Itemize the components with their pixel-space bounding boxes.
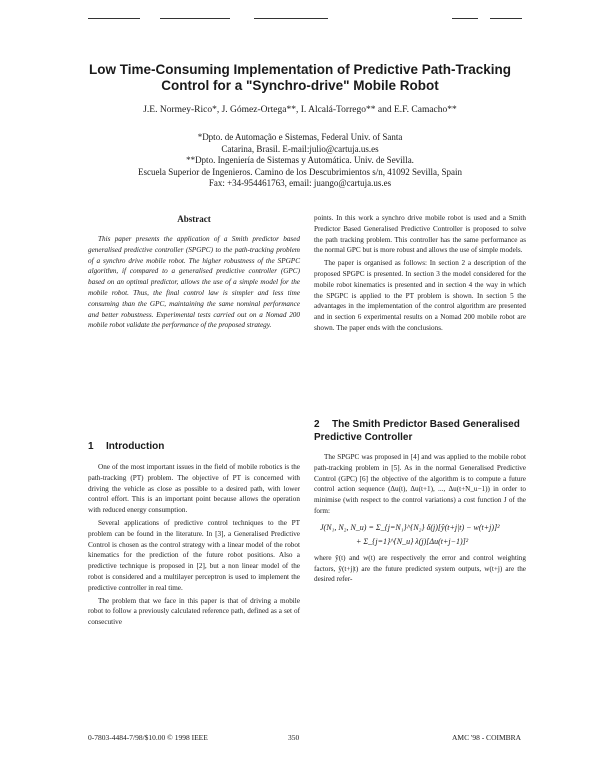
cost-function-equation xyxy=(320,521,526,549)
equation-line: J(N₁, N₂, N_u) = Σ_{j=N₁}^{N₂} δ(j)[ŷ(t+j|t) − w(t+j)]² xyxy=(320,522,500,532)
header-rule-1 xyxy=(88,18,140,19)
body-paragraph: The problem that we face in this paper is that of driving a mobile robot to follow a previously calculated reference path, defined as a set of consecutive xyxy=(88,596,300,627)
introduction-body xyxy=(88,462,300,630)
page-number: 350 xyxy=(288,733,300,742)
header-rule-3 xyxy=(254,18,328,19)
right-column-body xyxy=(314,213,526,336)
equation-line: + Σ_{j=1}^{N_u} λ(j)[Δu(t+j−1)]² xyxy=(356,536,469,546)
section-2-heading xyxy=(314,418,526,444)
section-2-body xyxy=(314,452,526,587)
abstract-heading: Abstract xyxy=(177,214,211,224)
copyright-notice: 0-7803-4484-7/98/$10.00 © 1998 IEEE xyxy=(88,733,208,742)
section-number: 1 xyxy=(88,441,94,452)
section-1-heading xyxy=(88,440,164,453)
body-paragraph: Several applications of predictive control techniques to the PT problem can be found in the literature. In [3], a Generalised Predictive Control is chosen as the control strategy with a linear model of the robot kinematics for the prediction of the future robot positions. Also a predictive technique is proposed in [2], but a non linear model of the robot is considered and a multilayer perceptron is used to implement the predictive controller in real time. xyxy=(88,518,300,592)
affiliation-line: Catarina, Brasil. E-mail:julio@cartuja.us.es xyxy=(221,143,379,154)
section-title: Introduction xyxy=(106,441,165,452)
affiliation-line: Fax: +34-954461763, email: juango@cartuja.us.es xyxy=(208,178,392,188)
affiliation-line: *Dpto. de Automação e Sistemas, Federal Univ. of Santa xyxy=(197,132,403,142)
section-title: The Smith Predictor Based Generalised Predictive Controller xyxy=(314,419,520,443)
body-paragraph: The paper is organised as follows: In section 2 a description of the proposed SPGPC is presented. In section 3 the model considered for the mobile robot kinematics is presented and in section 4 the way in which the SPGPC is applied to the PT problem is shown. In section 5 the advantages in the implementation of the control algorithm are presented and in section 6 experimental results on a Nomad 200 mobile robot are shown. The paper ends with the conclusions. xyxy=(314,259,526,332)
body-paragraph: One of the most important issues in the field of mobile robotics is the path-tracking (PT) problem. The objective of PT is concerned with driving the vehicle as close as possible to a desired path, with lower control effort. This is an important point because allows the operation with reduced energy consumption. xyxy=(88,463,300,515)
header-rule-2 xyxy=(160,18,230,19)
author-list: J.E. Normey-Rico*, J. Gómez-Ortega**, I. Alcalá-Torrego** and E.F. Camacho** xyxy=(143,105,457,115)
body-paragraph: points. In this work a synchro drive mobile robot is used and a Smith Predictor Based Generalised Predictive Controller is proposed to solve the path tracking problem. This controller has the same performance as the normal GPC but is more robust and allows the use of simple models. xyxy=(314,214,526,255)
conference-name: AMC '98 - COIMBRA xyxy=(452,733,522,742)
abstract-text xyxy=(88,234,300,333)
header-rule-4 xyxy=(452,18,478,19)
body-paragraph: where ŷ(t) and w(t) are respectively the error and control weighting factors, ŷ(t+j|t) are the future predicted system outputs, w(t+j) are the desired refer- xyxy=(314,553,526,584)
body-paragraph: The SPGPC was proposed in [4] and was applied to the mobile robot path-tracking problem in [5]. As in the normal Generalised Predictive Control (GPC) [6] the objective of the algorithm is to compute a future control action sequence (Δu(t), Δu(t+1), ..., Δu(t+N_u−1)) in order to minimise (with respect to the control variations) a cost function J of the form: xyxy=(314,453,526,515)
section-number: 2 xyxy=(314,419,320,430)
title-line-1: Low Time-Consuming Implementation of Predictive Path-Tracking xyxy=(88,62,512,77)
paper-title xyxy=(60,62,540,94)
title-line-2: Control for a "Synchro-drive" Mobile Robot xyxy=(161,78,439,93)
affiliation-line: Escuela Superior de Ingenieros. Camino de los Descubrimientos s/n, 41092 Sevilla, Spain xyxy=(138,166,462,177)
header-rule-5 xyxy=(490,18,522,19)
abstract-paragraph: This paper presents the application of a Smith predictor based generalised predictive controller (SPGPC) to the path-tracking problem of a synchro drive mobile robot. The higher robustness of the SPGPC algorithm, if compared to a generalised predictive controller (GPC) based on an optimal predictor, allows the use of a simple model for the mobile robot. Thus, the final control law is simpler and less time consuming than the GPC, maintaining the same nominal performance and better robustness. Experimental tests carried out on a Nomad 200 mobile robot validate the performance of the proposed strategy. xyxy=(88,235,300,330)
affiliations xyxy=(40,132,560,190)
affiliation-line: **Dpto. Ingeniería de Sistemas y Automática. Univ. de Sevilla. xyxy=(186,155,414,165)
